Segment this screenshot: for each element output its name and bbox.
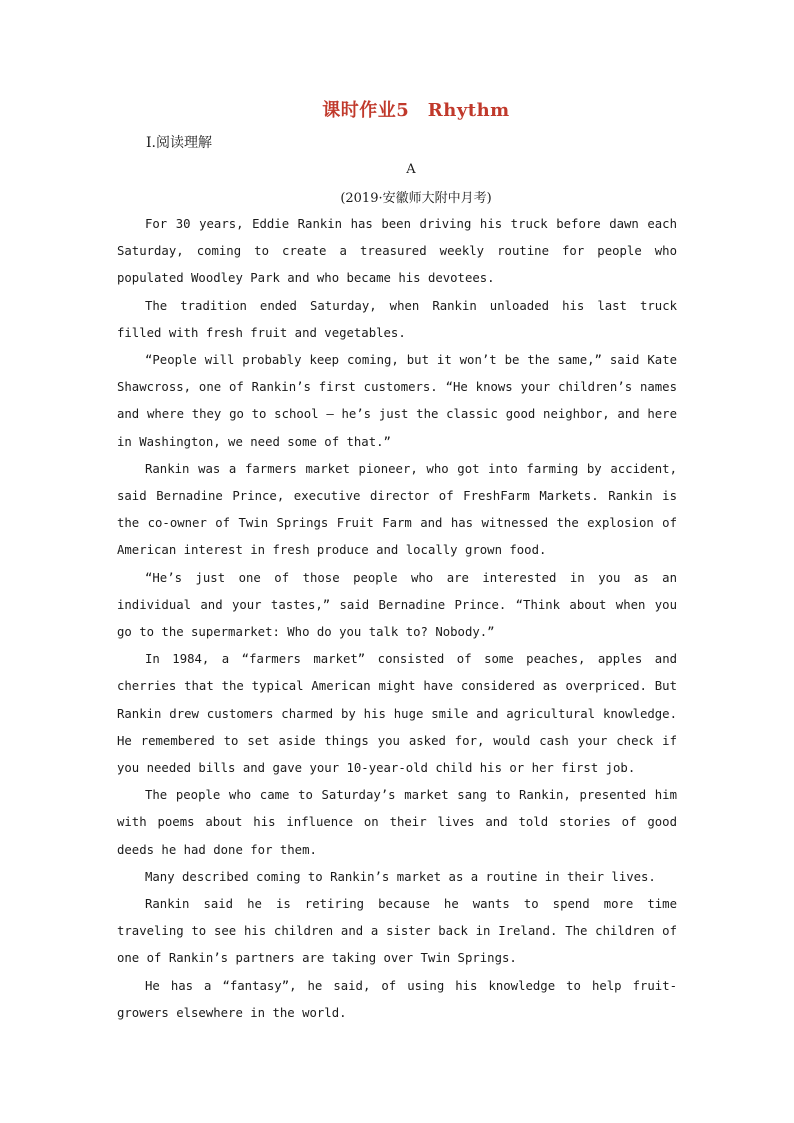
section-heading: Ⅰ.阅读理解 bbox=[146, 135, 212, 151]
paragraph: “People will probably keep coming, but it won’t be the same,” said Kate Shawcross, one of Rankin’s first customers. “He knows your children’s names and where they go to school — he’s just the classic good neighbor, and here in Washington, we need some of that.” bbox=[117, 353, 677, 449]
passage-source: (2019·安徽师大附中月考) bbox=[340, 191, 492, 206]
paragraph: He has a “fantasy”, he said, of using his knowledge to help fruit-growers elsewhere in the world. bbox=[117, 978, 677, 1020]
paragraph: Many described coming to Rankin’s market as a routine in their lives. bbox=[145, 869, 656, 884]
passage-body bbox=[117, 211, 677, 1027]
paragraph: For 30 years, Eddie Rankin has been driving his truck before dawn each Saturday, coming to create a treasured weekly routine for people who populated Woodley Park and who became his devotees. bbox=[117, 217, 677, 286]
paragraph: The people who came to Saturday’s market sang to Rankin, presented him with poems about his influence on their lives and told stories of good deeds he had done for them. bbox=[117, 788, 677, 857]
paragraph: “He’s just one of those people who are interested in you as an individual and your tastes,” said Bernadine Prince. “Think about when you go to the supermarket: Who do you talk to? Nobody.” bbox=[117, 570, 677, 640]
passage-label: A bbox=[406, 162, 416, 177]
paragraph: In 1984, a “farmers market” consisted of some peaches, apples and cherries that the typical American might have considered as overpriced. But Rankin drew customers charmed by his huge smile and agricultural knowledge. He remembered to set aside things you asked for, would cash your check if you needed bills and gave your 10-year-old child his or her first job. bbox=[117, 652, 677, 776]
paragraph: The tradition ended Saturday, when Rankin unloaded his last truck filled with fresh fruit and vegetables. bbox=[117, 298, 677, 340]
page-title: 课时作业5 Rhythm bbox=[322, 100, 510, 121]
paragraph: Rankin said he is retiring because he wants to spend more time traveling to see his children and a sister back in Ireland. The children of one of Rankin’s partners are taking over Twin Springs. bbox=[117, 897, 677, 966]
paragraph: Rankin was a farmers market pioneer, who got into farming by accident, said Bernadine Prince, executive director of FreshFarm Markets. Rankin is the co-owner of Twin Springs Fruit Farm and has witnessed the explosion of American interest in fresh produce and locally grown food. bbox=[117, 461, 677, 558]
